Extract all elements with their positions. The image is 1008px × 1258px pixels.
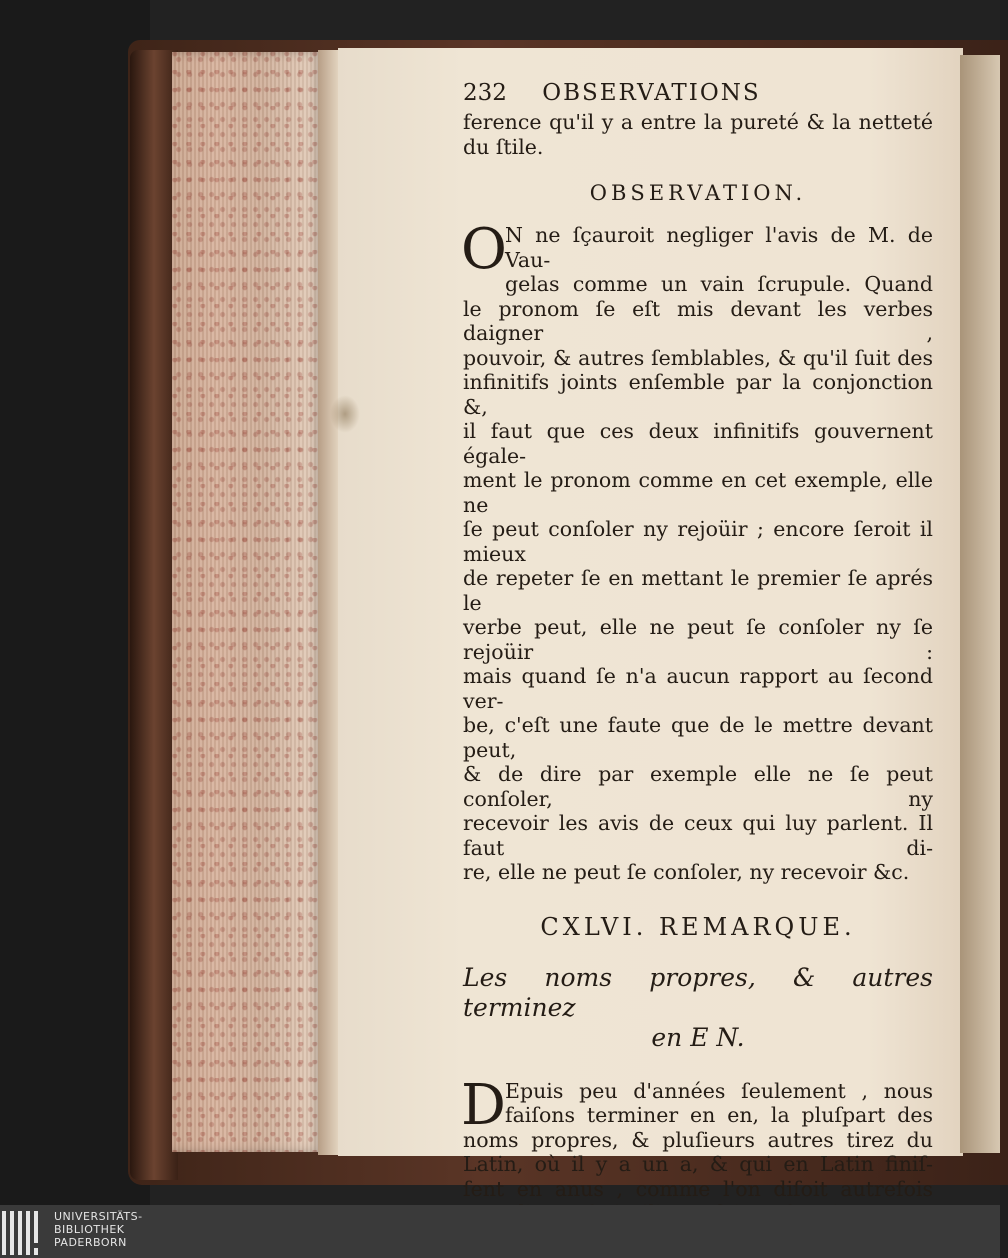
text-line: recevoir les avis de ceux qui luy parlent. Il faut di- <box>463 811 933 860</box>
text-line: ference qu'il y a entre la pureté & la netteté <box>463 110 933 134</box>
text-line: N ne ſçauroit negliger l'avis de M. de Vau- <box>505 223 933 272</box>
text-line: gelas comme un vain ſcrupule. Quand <box>505 272 933 296</box>
drop-capital: D <box>461 1072 506 1138</box>
text-line: il faut que ces deux infinitifs gouvernent égale- <box>463 419 933 468</box>
text-line: Epuis peu d'années ſeulement , nous <box>505 1078 933 1103</box>
text-line: ſent en anus , comme l'on diſoit autrefois <box>463 1176 933 1201</box>
running-head <box>463 80 933 106</box>
remarque-paragraph <box>461 1072 933 1226</box>
observation-paragraph <box>461 217 933 885</box>
text-line: ſe peut conſoler ny rejoüir ; encore ſeroit il mieux <box>463 517 933 566</box>
library-logo-icon <box>2 1211 46 1255</box>
facing-page-edge <box>960 55 1000 1153</box>
drop-capital: O <box>461 217 507 282</box>
remarque-title: en E N. <box>651 1022 745 1052</box>
text-line: noms propres, & pluſieurs autres tirez du <box>463 1127 933 1152</box>
text-line: pouvoir, & autres ſemblables, & qu'il ſuit des <box>463 345 933 370</box>
text-line: re, elle ne peut ſe conſoler, ny recevoir &c. <box>463 860 910 884</box>
gutter <box>318 50 340 1155</box>
page-edges <box>172 52 322 1152</box>
text-line: Latin, où il y a un a, & qui en Latin finiſ- <box>463 1152 933 1176</box>
book-spine <box>130 50 178 1180</box>
page-text <box>463 80 933 1250</box>
text-line: du ſtile. <box>463 134 544 159</box>
remarque-title: Les noms propres, & autres terminez <box>463 962 933 1022</box>
text-line: & de dire par exemple elle ne ſe peut conſoler, ny <box>463 762 933 811</box>
text-line: be, c'eſt une faute que de le mettre devant peut, <box>463 713 933 762</box>
page-number: 232 <box>463 80 507 106</box>
running-title: OBSERVATIONS <box>542 80 761 106</box>
text-line: ment le pronom comme en cet exemple, elle ne <box>463 468 933 517</box>
text-line: infinitifs joints enſemble par la conjonction &, <box>463 370 933 419</box>
section-heading-observation: OBSERVATION. <box>589 181 807 205</box>
text-line: faiſons terminer en en, la pluſpart des <box>505 1103 933 1127</box>
text-line: le pronom ſe eſt mis devant les verbes daigner , <box>463 296 933 345</box>
section-heading-remarque: CXLVI. REMARQUE. <box>540 912 856 941</box>
text-line: mais quand ſe n'a aucun rapport au ſecond ver- <box>463 664 933 713</box>
library-footer <box>0 1205 1000 1258</box>
page-stain <box>330 395 360 433</box>
library-name: UNIVERSITÄTS- BIBLIOTHEK PADERBORN <box>54 1210 143 1249</box>
text-line: de repeter ſe en mettant le premier ſe aprés le <box>463 566 933 615</box>
text-line: verbe peut, elle ne peut ſe conſoler ny ſe rejoüir : <box>463 615 933 664</box>
